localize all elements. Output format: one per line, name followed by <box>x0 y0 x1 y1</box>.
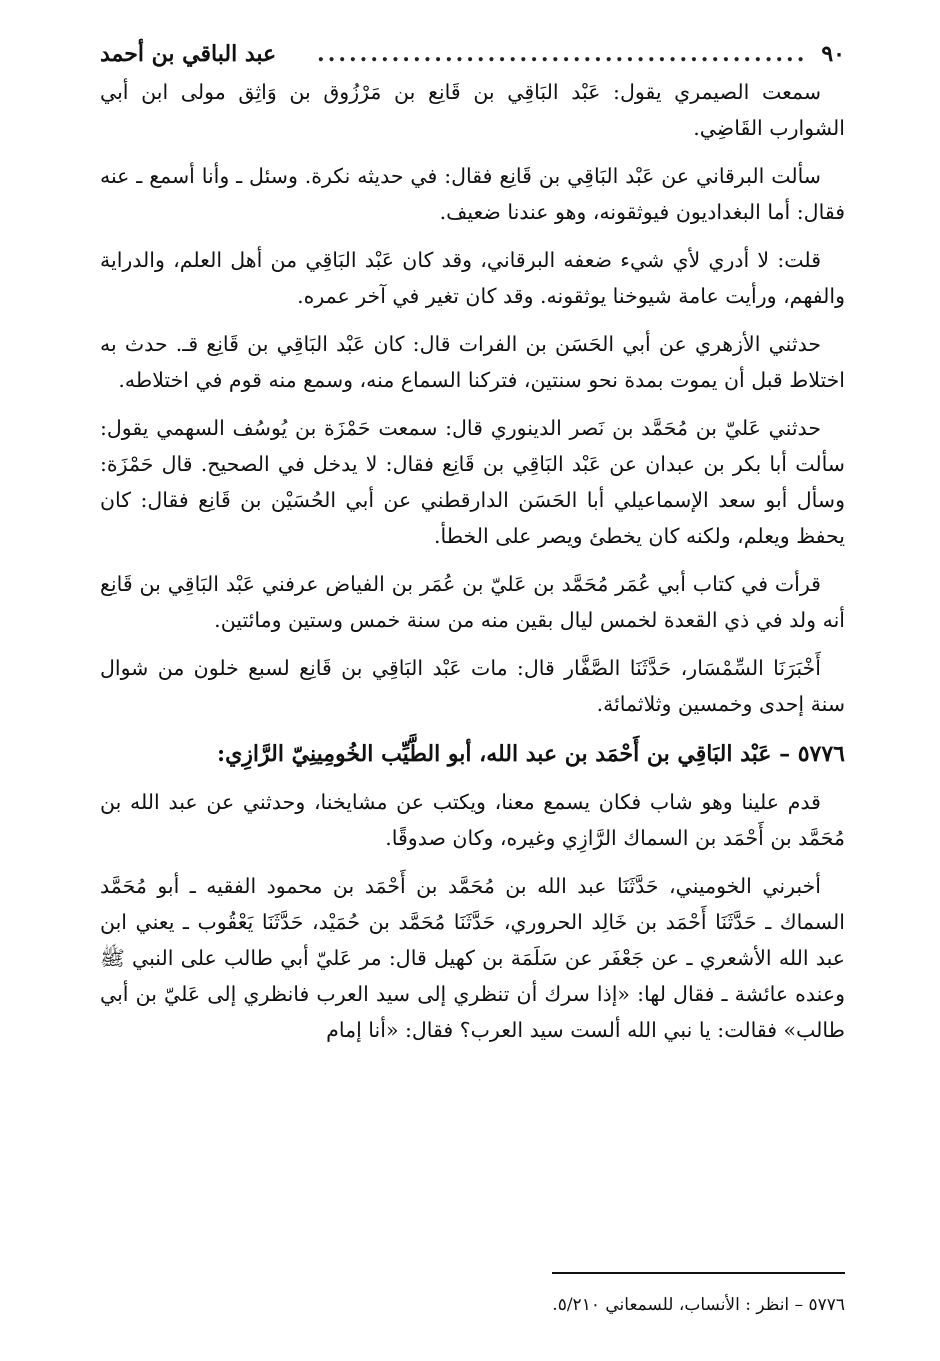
entry-heading: ٥٧٧٦ – عَبْد البَاقِي بن أَحْمَد بن عبد الله، أبو الطَّيِّب الخُومِينِيّ الرَّازِي: <box>216 741 845 767</box>
running-head <box>100 34 845 74</box>
paragraph: حدثني عَليّ بن مُحَمَّد بن نَصر الدينوري قال: سمعت حَمْزَة بن يُوسُف السهمي يقول: سألت أبا بكر بن عبدان عن عَبْد البَاقِي بن قَانِع فقال: لا يدخل في الصحيح. قال حَمْزَة: وسأل أبو سعد الإسماعيلي أبا الحَسَن الدارقطني عن أبي الحُسَيْن بن قَانِع فقال: كان يحفظ ويعلم، ولكنه كان يخطئ ويصر على الخطأ. <box>100 416 845 548</box>
leader-dots: .............................................. <box>317 41 808 67</box>
paragraph: سمعت الصيمري يقول: عَبْد البَاقِي بن قَانِع بن مَرْزُوق بن وَاثِق مولى ابن أبي الشوارب القَاضِي. <box>100 80 845 140</box>
footnote-rule <box>552 1272 845 1274</box>
page-number: ٩٠ <box>821 41 845 67</box>
paragraph: قرأت في كتاب أبي عُمَر مُحَمَّد بن عَليّ بن عُمَر بن الفياض عرفني عَبْد البَاقِي بن قَانِع أنه ولد في ذي القعدة لخمس ليال بقين منه من سنة خمس وستين ومائتين. <box>100 572 845 632</box>
paragraph: سألت البرقاني عن عَبْد البَاقِي بن قَانِع فقال: في حديثه نكرة. وسئل ـ وأنا أسمع ـ عنه فقال: أما البغداديون فيوثقونه، وهو عندنا ضعيف. <box>100 164 845 224</box>
paragraph: حدثني الأزهري عن أبي الحَسَن بن الفرات قال: كان عَبْد البَاقِي بن قَانِع قـ. حدث به اختلاط قبل أن يموت بمدة نحو سنتين، فتركنا السماع منه، وسمع منه قوم في اختلاطه. <box>100 332 845 392</box>
paragraph: أَخْبَرَنَا السِّمْسَار، حَدَّثَنَا الصَّفَّار قال: مات عَبْد البَاقِي بن قَانِع لسبع خلون من شوال سنة إحدى وخمسين وثلاثمائة. <box>100 656 845 716</box>
page-body <box>100 74 845 1060</box>
running-title: عبد الباقي بن أحمد <box>100 41 277 67</box>
footnote: ٥٧٧٦ – انظر : الأنساب، للسمعاني ٥/٢١٠. <box>552 1295 845 1315</box>
paragraph: قدم علينا وهو شاب فكان يسمع معنا، ويكتب عن مشايخنا، وحدثني عن عبد الله بن مُحَمَّد بن أَحْمَد بن السماك الرَّازِي وغيره، وكان صدوقًا. <box>100 790 845 850</box>
paragraph: أخبرني الخوميني، حَدَّثَنَا عبد الله بن مُحَمَّد بن أَحْمَد بن محمود الفقيه ـ أبو مُحَمَّد السماك ـ حَدَّثَنَا أَحْمَد بن خَالِد الحروري، حَدَّثَنَا مُحَمَّد بن حُمَيْد، حَدَّثَنَا يَعْقُوب ـ يعني ابن عبد الله الأشعري ـ عن جَعْفَر عن سَلَمَة بن كهيل قال: مر عَليّ أبي طالب على النبي ﷺ وعنده عائشة ـ فقال لها: «إذا سرك أن تنظري إلى سيد العرب فانظري إلى عَليّ بن أبي طالب» فقالت: يا نبي الله ألست سيد العرب؟ فقال: «أنا إمام <box>100 874 845 1042</box>
paragraph: قلت: لا أدري لأي شيء ضعفه البرقاني، وقد كان عَبْد البَاقِي من أهل العلم، والدراية والفهم، ورأيت عامة شيوخنا يوثقونه. وقد كان تغير في آخر عمره. <box>100 248 845 308</box>
